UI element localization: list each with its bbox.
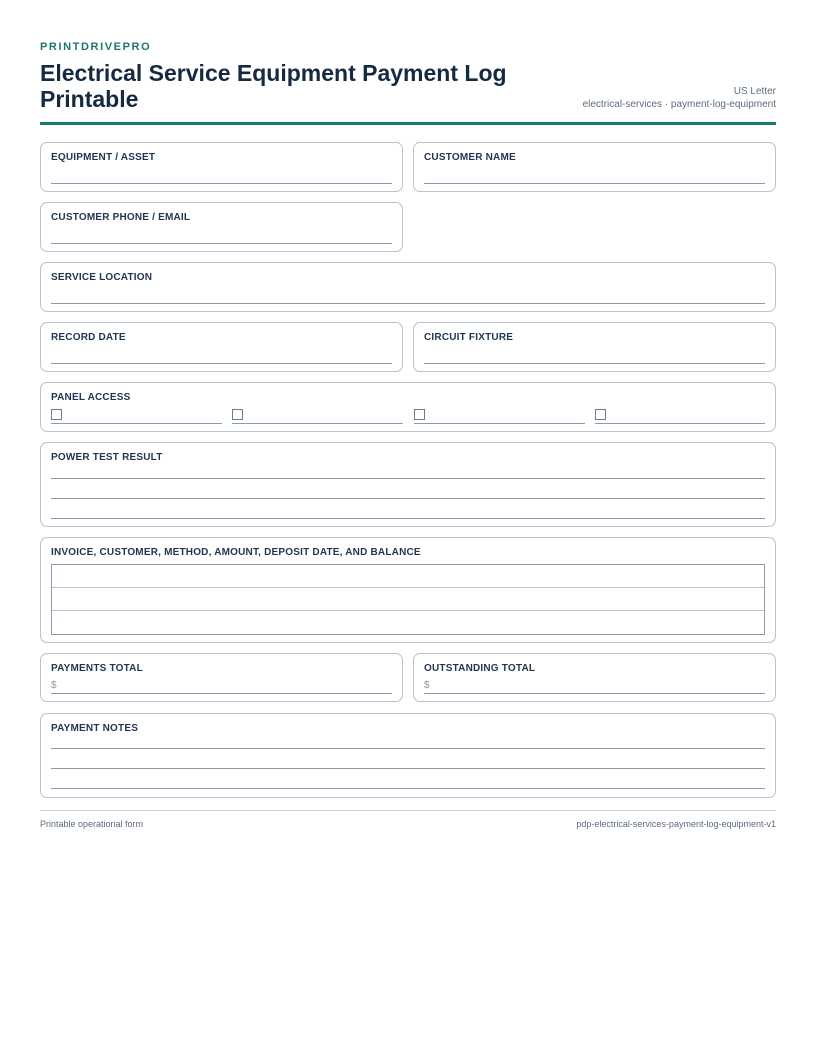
checkbox[interactable] — [51, 409, 62, 420]
header-divider — [40, 122, 776, 125]
category-path: electrical-services · payment-log-equipment — [582, 99, 776, 110]
paper-size: US Letter — [733, 86, 776, 97]
payment-notes-line-2[interactable] — [51, 768, 765, 769]
customer-name-field — [413, 142, 776, 192]
equipment-label: EQUIPMENT / ASSET — [51, 152, 156, 163]
customer-contact-field — [40, 202, 403, 252]
power-test-line-1[interactable] — [51, 478, 765, 479]
circuit-fixture-label: CIRCUIT FIXTURE — [424, 332, 514, 343]
payments-total-label: PAYMENTS TOTAL — [51, 663, 143, 674]
panel-access-option-4[interactable] — [595, 409, 765, 423]
equipment-input-line[interactable] — [51, 183, 392, 184]
service-location-field — [40, 262, 776, 312]
payments-total-field — [40, 653, 403, 702]
record-date-field — [40, 322, 403, 372]
customer-name-label: CUSTOMER NAME — [424, 152, 516, 163]
outstanding-total-input-line[interactable] — [424, 693, 765, 694]
power-test-label: POWER TEST RESULT — [51, 452, 163, 463]
footer-divider — [40, 810, 776, 811]
record-date-label: RECORD DATE — [51, 332, 126, 343]
panel-access-option-1[interactable] — [51, 409, 222, 423]
form-id: pdp-electrical-services-payment-log-equipment-v1 — [576, 819, 776, 829]
circuit-fixture-field — [413, 322, 776, 372]
outstanding-total-field — [413, 653, 776, 702]
checkbox[interactable] — [595, 409, 606, 420]
panel-access-option-2[interactable] — [232, 409, 403, 423]
document-meta — [583, 85, 776, 111]
payment-notes-label: PAYMENT NOTES — [51, 723, 139, 734]
customer-name-input-line[interactable] — [424, 183, 765, 184]
payments-total-input-line[interactable] — [51, 693, 392, 694]
payment-notes-field — [40, 713, 776, 798]
service-location-label: SERVICE LOCATION — [51, 272, 153, 283]
currency-prefix: $ — [51, 680, 57, 691]
power-test-line-2[interactable] — [51, 498, 765, 499]
payment-notes-line-1[interactable] — [51, 748, 765, 749]
customer-contact-label: CUSTOMER PHONE / EMAIL — [51, 212, 191, 223]
service-location-input-line[interactable] — [51, 303, 765, 304]
power-test-line-3[interactable] — [51, 518, 765, 519]
option-line — [51, 423, 222, 424]
payment-notes-line-3[interactable] — [51, 788, 765, 789]
option-line — [232, 423, 403, 424]
option-line — [595, 423, 765, 424]
footer-note: Printable operational form — [40, 819, 144, 829]
checkbox[interactable] — [414, 409, 425, 420]
power-test-field — [40, 442, 776, 527]
table-row[interactable] — [52, 588, 764, 611]
panel-access-option-3[interactable] — [414, 409, 585, 423]
panel-access-field — [40, 382, 776, 432]
currency-prefix: $ — [424, 680, 430, 691]
customer-contact-input-line[interactable] — [51, 243, 392, 244]
invoice-table — [51, 564, 765, 635]
option-line — [414, 423, 585, 424]
invoice-table-label: INVOICE, CUSTOMER, METHOD, AMOUNT, DEPOSIT DATE, AND BALANCE — [51, 547, 421, 558]
equipment-field — [40, 142, 403, 192]
record-date-input-line[interactable] — [51, 363, 392, 364]
page-title: Electrical Service Equipment Payment Log Printable — [40, 60, 507, 112]
table-row[interactable] — [52, 565, 764, 588]
brand-name: PRINTDRIVEPRO — [40, 41, 152, 53]
outstanding-total-label: OUTSTANDING TOTAL — [424, 663, 536, 674]
checkbox[interactable] — [232, 409, 243, 420]
invoice-table-field — [40, 537, 776, 643]
table-row[interactable] — [52, 611, 764, 634]
circuit-fixture-input-line[interactable] — [424, 363, 765, 364]
panel-access-label: PANEL ACCESS — [51, 392, 131, 403]
